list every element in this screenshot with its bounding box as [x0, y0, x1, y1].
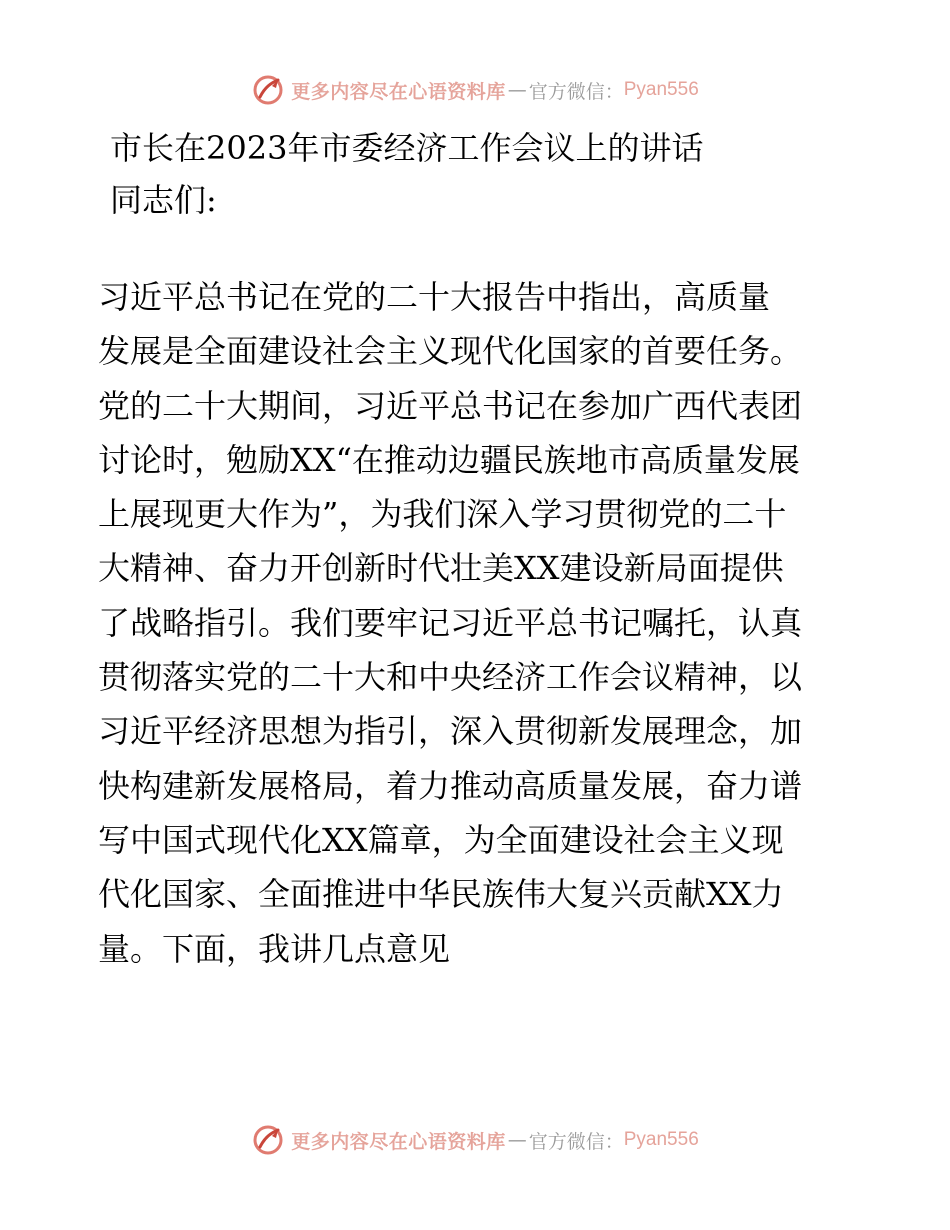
pen-swirl-logo-icon	[251, 1123, 285, 1157]
body-line: 了战略指引。我们要牢记习近平总书记嘱托，认真	[98, 603, 803, 642]
footer-watermark	[0, 1120, 950, 1160]
body-line: 代化国家、全面推进中华民族伟大复兴贡献XX力	[98, 875, 784, 914]
body-line: 写中国式现代化XX篇章，为全面建设社会主义现	[98, 820, 784, 859]
body-line: 大精神、奋力开创新时代壮美XX建设新局面提供	[98, 549, 784, 588]
watermark-separator: —	[507, 79, 527, 101]
watermark-separator: —	[507, 1129, 527, 1151]
body-line: 习近平总书记在党的二十大报告中指出，高质量	[98, 278, 771, 316]
document-greeting: 同志们:	[110, 181, 217, 219]
body-line: 党的二十大期间，习近平总书记在参加广西代表团	[98, 386, 803, 425]
body-line: 习近平经济思想为指引，深入贯彻新发展理念，加	[98, 712, 803, 751]
document-title: 市长在2023年市委经济工作会议上的讲话	[110, 129, 704, 167]
watermark-wechat-label: 官方微信：	[528, 1130, 624, 1153]
pen-swirl-logo-icon	[251, 73, 285, 107]
body-line: 上展现更大作为”，为我们深入学习贯彻党的二十	[98, 495, 787, 534]
watermark-wechat-label: 官方微信：	[528, 80, 624, 103]
body-line: 发展是全面建设社会主义现代化国家的首要任务。	[98, 332, 803, 371]
watermark-wechat-id: Pyan556	[623, 79, 699, 100]
body-line: 快构建新发展格局，着力推动高质量发展，奋力谱	[98, 766, 803, 805]
watermark-brand-text: 更多内容尽在心语资料库	[291, 1130, 506, 1153]
watermark-wechat-id: Pyan556	[623, 1129, 699, 1150]
header-watermark	[0, 70, 950, 110]
document-body	[98, 270, 858, 976]
body-line: 讨论时，勉励XX“在推动边疆民族地市高质量发展	[98, 440, 800, 479]
body-line: 量。下面，我讲几点意见	[98, 929, 451, 968]
body-line: 贯彻落实党的二十大和中央经济工作会议精神，以	[98, 658, 803, 697]
watermark-brand-text: 更多内容尽在心语资料库	[291, 80, 506, 103]
